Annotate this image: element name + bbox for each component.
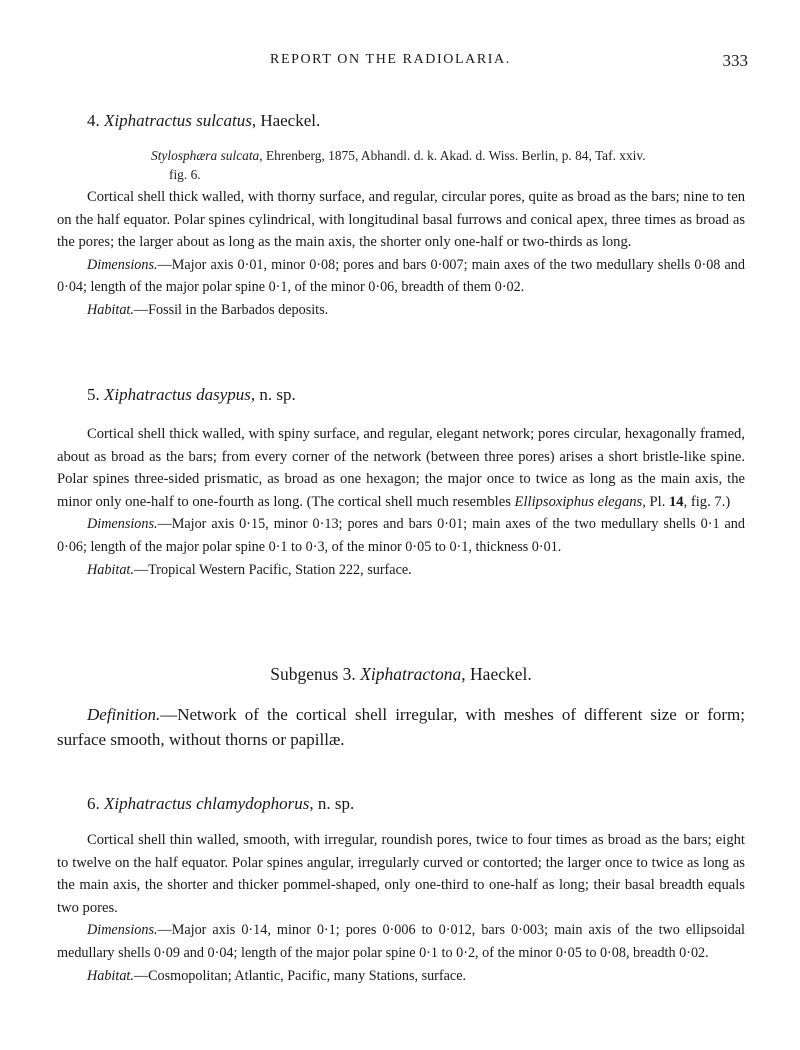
species-name: Xiphatractus dasypus [104, 385, 251, 404]
description: Cortical shell thin walled, smooth, with irregular, roundish pores, twice to four times as broad as the bars; eight to twelve on the half equator. Polar spines angular, irregularly curved or contorted; the larger once to twice as long as the main axis, the shorter and thicker pommel-shaped, only one-third to one-half as long; their basal breadth equals two pores. [57, 832, 745, 916]
running-head [0, 52, 800, 72]
dimensions-paragraph [57, 254, 745, 299]
definition-label: Definition. [87, 705, 161, 724]
habitat-text: —Tropical Western Pacific, Station 222, surface. [133, 561, 412, 578]
dimensions-label: Dimensions. [87, 256, 158, 273]
species-name: Xiphatractus chlamydophorus [104, 794, 310, 813]
species-5-body [57, 423, 745, 581]
subgenus-prefix: Subgenus 3. [270, 664, 361, 684]
habitat-label: Habitat. [87, 301, 134, 318]
dimensions-text: —Major axis 0·15, minor 0·13; pores and bars 0·01; main axes of the two medullary shells 0·1 and 0·06; length of the major polar spine 0·1 to 0·3, of the minor 0·05 to 0·1, thickness 0·01. [57, 516, 745, 555]
dimensions-text: —Major axis 0·01, minor 0·08; pores and bars 0·007; main axes of the two medullary shells 0·08 and 0·04; length of the major polar spine 0·1, of the minor 0·06, breadth of them 0·02. [57, 256, 745, 296]
dimensions-label: Dimensions. [87, 922, 158, 939]
definition-text: —Network of the cortical shell irregular, with meshes of different size or form; surface smooth, without thorns or papillæ. [57, 705, 745, 749]
species-number: 6. [87, 794, 100, 813]
species-6-heading [57, 794, 745, 814]
habitat-paragraph [57, 559, 745, 582]
species-authority: , n. sp. [309, 794, 355, 813]
species-6-body [57, 829, 745, 987]
dimensions-paragraph [57, 513, 745, 558]
dimensions-label: Dimensions. [87, 516, 158, 533]
reference-species-name: Ellipsoxiphus elegans [514, 493, 643, 510]
subgenus-heading [57, 664, 745, 684]
species-authority: , n. sp. [250, 385, 296, 404]
reference-plate-number: 14 [669, 493, 684, 510]
dimensions-text: —Major axis 0·14, minor 0·1; pores 0·006 to 0·012, bars 0·003; main axis of the two ellipsoidal medullary shells 0·09 and 0·04; length of the major polar spine 0·1 to 0·2, of the minor 0·05 to 0·08, breadth 0·02. [57, 922, 745, 961]
species-5-heading [57, 385, 745, 405]
synonym-name: Stylosphæra sulcata [151, 148, 260, 163]
species-authority: , Haeckel. [251, 111, 321, 130]
subgenus-authority: , Haeckel. [461, 664, 532, 684]
species-4-body [57, 186, 745, 322]
definition-paragraph [57, 702, 745, 752]
description-text: Cortical shell thick walled, with spiny surface, and regular, elegant network; pores circular, hexagonally framed, about as broad as the bars; from every corner of the network (between three pores) arises a short bristle-like spine. Polar spines three-sided prismatic, as broad as one hexagon; the major once to twice as long as the main axis, the minor only one-half to one-fourth as long. (The cortical shell much resembles [57, 426, 745, 510]
habitat-text: —Fossil in the Barbados deposits. [133, 301, 329, 318]
species-name: Xiphatractus sulcatus [104, 111, 252, 130]
reference-figure: , fig. 7.) [683, 493, 731, 510]
page-number: 333 [722, 51, 748, 70]
habitat-label: Habitat. [87, 967, 134, 984]
species-4-synonymy [57, 146, 745, 184]
synonym-reference-continued: fig. 6. [169, 167, 201, 182]
running-title: REPORT ON THE RADIOLARIA. [270, 52, 511, 67]
reference-plate-prefix: , Pl. [642, 493, 669, 510]
habitat-paragraph [57, 299, 745, 322]
habitat-paragraph [57, 965, 745, 988]
synonym-reference: , Ehrenberg, 1875, Abhandl. d. k. Akad. d. Wiss. Berlin, p. 84, Taf. xxiv. [259, 148, 646, 163]
habitat-text: —Cosmopolitan; Atlantic, Pacific, many Stations, surface. [133, 967, 467, 984]
subgenus-name: Xiphatractona [360, 664, 462, 684]
description: Cortical shell thick walled, with thorny surface, and regular, circular pores, quite as broad as the bars; nine to ten on the half equator. Polar spines cylindrical, with longitudinal basal furrows and conical apex, three times as broad as the pores; the larger about as long as the main axis, the shorter only one-half or two-thirds as long. [57, 189, 745, 251]
species-4-heading [57, 111, 745, 131]
description [57, 423, 745, 513]
habitat-label: Habitat. [87, 561, 134, 578]
dimensions-paragraph [57, 919, 745, 964]
subgenus-definition [57, 702, 745, 752]
species-number: 5. [87, 385, 100, 404]
species-number: 4. [87, 111, 100, 130]
